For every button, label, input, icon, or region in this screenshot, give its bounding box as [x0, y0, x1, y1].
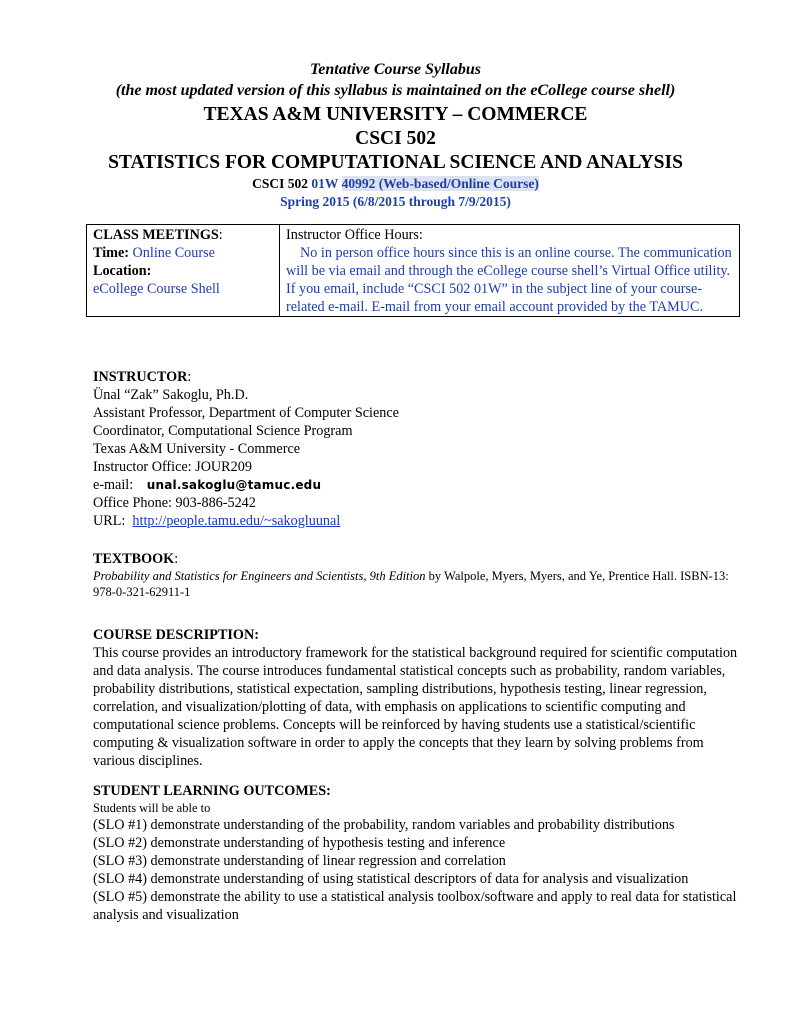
meetings-cell: CLASS MEETINGS: Time: Online Course Location: eCollege Course Shell [87, 225, 280, 317]
outcomes-heading: STUDENT LEARNING OUTCOMES: [93, 783, 331, 799]
instructor-office: Instructor Office: JOUR209 [93, 459, 252, 475]
office-phone: Office Phone: 903-886-5242 [93, 495, 256, 511]
term-dates: Spring 2015 (6/8/2015 through 7/9/2015) [280, 194, 511, 209]
meetings-heading: CLASS MEETINGS [93, 227, 219, 243]
instructor-url-link[interactable]: http://people.tamu.edu/~sakogluunal [132, 513, 341, 529]
location-value: eCollege Course Shell [93, 281, 220, 297]
instructor-section: INSTRUCTOR: Ünal “Zak” Sakoglu, Ph.D. Assistant Professor, Department of Computer Science Coordinator, Computational Science Program Texas A&M University - Commerce Instructor Office: JOUR209 e-mail: unal.sakoglu@tamuc.edu Office Phone: 903-886-5242 URL: http://people.tamu.edu/~sakogluunal [93, 368, 743, 530]
section-number: 01W [311, 176, 339, 191]
outcome-item: (SLO #2) demonstrate understanding of hypothesis testing and inference [93, 835, 506, 851]
location-label: Location: [93, 263, 152, 279]
office-hours-text: No in person office hours since this is an online course. The communication will be via email and through the eCollege course shell’s Virtual Office utility. [286, 245, 732, 279]
textbook-section: TEXTBOOK: Probability and Statistics for Engineers and Scientists, 9th Edition by Walpole, Myers, Myers, and Ye, Prentice Hall. ISBN-13: 978-0-321-62911-1 [93, 551, 729, 599]
section-line [0, 175, 791, 193]
outcome-item: (SLO #1) demonstrate understanding of the probability, random variables and probability distributions [93, 817, 675, 833]
crn-format: 40992 (Web-based/Online Course) [341, 176, 539, 191]
course-code: CSCI 502 [355, 128, 436, 149]
university-title: TEXAS A&M UNIVERSITY – COMMERCE [203, 104, 588, 125]
time-label: Time: [93, 245, 129, 261]
description-text: This course provides an introductory framework for the statistical background required for scientific computation and data analysis. The course introduces fundamental statistical concepts such as probability, random variables, probability distributions, statistical expectation, sampling distributions, hypothesis testing, linear regression, correlation, and visualization/plotting of data, with emphasis on applications to scientific computing and computational science problems. Concepts will be reinforced by having students use a statistical/scientific computing & visualization software in order to apply the concepts that they learn by solving problems from various disciplines. [93, 645, 738, 769]
textbook-heading: TEXTBOOK [93, 551, 175, 567]
time-value: Online Course [132, 245, 215, 261]
office-hours-heading: Instructor Office Hours: [286, 227, 423, 243]
outcome-item: (SLO #3) demonstrate understanding of linear regression and correlation [93, 853, 506, 869]
outcome-item: (SLO #4) demonstrate understanding of using statistical descriptors of data for analysis and visualization [93, 871, 689, 887]
outcomes-intro: Students will be able to [93, 801, 211, 815]
section-prefix: CSCI 502 [252, 176, 309, 191]
instructor-heading: INSTRUCTOR [93, 369, 188, 385]
instructor-title: Assistant Professor, Department of Computer Science [93, 405, 399, 421]
class-meetings-table [86, 224, 740, 317]
email-label: e-mail: [93, 477, 134, 493]
header-line2: (the most updated version of this syllabus is maintained on the eCollege course shell) [115, 82, 676, 99]
description-section [93, 626, 743, 770]
email-note: If you email, include “CSCI 502 01W” in the subject line of your course-related e-mail. E-mail from your email account provided by the TAMUC. [286, 281, 704, 315]
description-heading: COURSE DESCRIPTION: [93, 627, 259, 643]
instructor-role: Coordinator, Computational Science Program [93, 423, 353, 439]
outcomes-section [93, 782, 743, 924]
outcome-item: (SLO #5) demonstrate the ability to use a statistical analysis toolbox/software and apply to real data for statistical analysis and visualization [93, 889, 737, 923]
url-label: URL: [93, 513, 126, 529]
email-address: unal.sakoglu@tamuc.edu [146, 478, 322, 492]
textbook-authors: by Walpole, Myers, Myers, and Ye, Prentice Hall. ISBN-13: 978-0-321-62911-1 [93, 569, 729, 599]
course-title: STATISTICS FOR COMPUTATIONAL SCIENCE AND ANALYSIS [108, 152, 683, 173]
textbook-title: Probability and Statistics for Engineers and Scientists, 9th Edition [93, 569, 426, 583]
instructor-name: Ünal “Zak” Sakoglu, Ph.D. [93, 387, 249, 403]
instructor-university: Texas A&M University - Commerce [93, 441, 301, 457]
office-hours-cell [280, 225, 740, 317]
syllabus-header [0, 60, 791, 211]
header-line1: Tentative Course Syllabus [310, 61, 481, 78]
